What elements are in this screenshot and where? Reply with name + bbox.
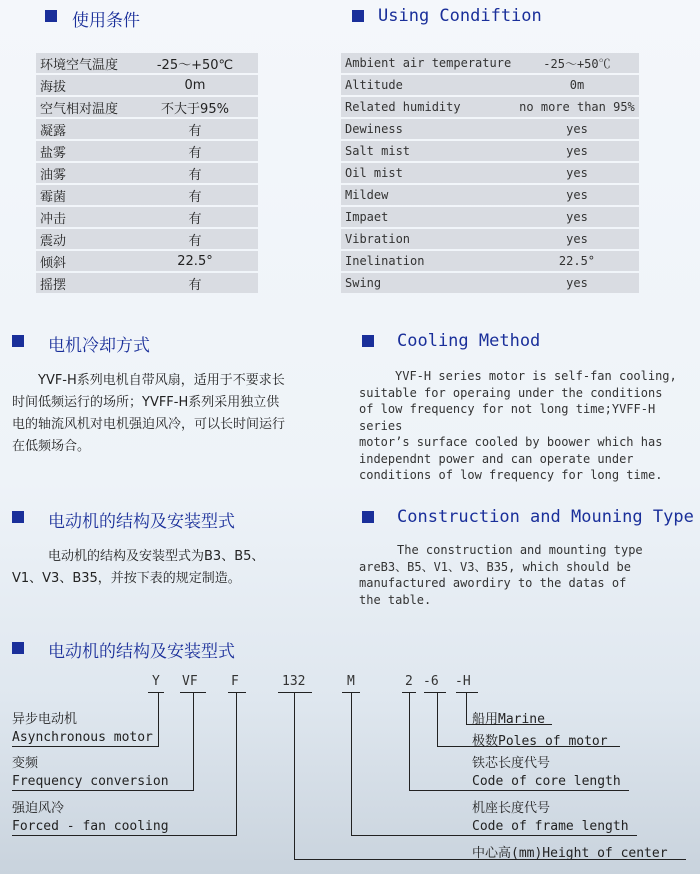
construction-title-cn: 电动机的结构及安装型式 — [48, 512, 235, 532]
label-forced-cn: 强迫风冷 — [12, 801, 65, 816]
conditions-table-en — [341, 51, 639, 295]
condition-en-name-cell: Related humidity — [341, 97, 515, 117]
condition-cn-row — [36, 273, 258, 293]
section-marker-icon — [45, 10, 57, 22]
cooling-line-en: suitable for operaing under the conditions — [359, 385, 663, 400]
condition-cn-value-cell: 有 — [132, 185, 258, 205]
section-marker-icon — [12, 335, 24, 347]
condition-cn-row — [36, 163, 258, 183]
condition-cn-name-cell: 震动 — [36, 229, 132, 249]
label-frame-length-cn: 机座长度代号 — [472, 801, 551, 816]
condition-cn-row — [36, 251, 258, 271]
condition-en-row — [341, 97, 639, 117]
code-underline — [278, 692, 312, 693]
condition-en-name-cell: Salt mist — [341, 141, 515, 161]
condition-en-value-cell: yes — [515, 141, 639, 161]
condition-cn-value-cell: 有 — [132, 207, 258, 227]
condition-en-name-cell: Dewiness — [341, 119, 515, 139]
code-underline — [424, 692, 446, 693]
condition-en-row — [341, 273, 639, 293]
cooling-line-en: of low frequency for not long time;YVFF-H series — [359, 402, 656, 433]
construction-line-cn: 电动机的结构及安装型式为B3、B5、 — [48, 549, 265, 564]
condition-cn-value-cell: 有 — [132, 163, 258, 183]
conditions-title-en: Using Condiftion — [378, 6, 542, 26]
section-marker-icon — [362, 511, 374, 523]
condition-cn-row — [36, 53, 258, 73]
condition-cn-name-cell: 油雾 — [36, 163, 132, 183]
condition-cn-value-cell: -25～+50℃ — [132, 53, 258, 73]
connector-line — [236, 692, 237, 835]
connector-line — [437, 692, 438, 746]
code-segment: -6 — [423, 674, 439, 689]
condition-en-value-cell: yes — [515, 273, 639, 293]
condition-cn-row — [36, 207, 258, 227]
section-marker-icon — [12, 511, 24, 523]
condition-cn-row — [36, 229, 258, 249]
condition-en-row — [341, 53, 639, 73]
code-segment: Y — [152, 674, 160, 689]
connector-line — [351, 835, 637, 836]
code-underline — [148, 692, 164, 693]
condition-cn-value-cell: 有 — [132, 229, 258, 249]
construction-title-en: Construction and Mouning Type — [397, 507, 694, 527]
connector-line — [409, 790, 629, 791]
condition-en-value-cell: no more than 95% — [515, 97, 639, 117]
code-segment: -H — [455, 674, 471, 689]
designation-title-cn: 电动机的结构及安装型式 — [48, 642, 235, 662]
connector-line — [12, 746, 159, 747]
construction-line-en: The construction and mounting type — [397, 543, 643, 557]
condition-en-name-cell: Vibration — [341, 229, 515, 249]
cooling-line-cn: YVF-H系列电机自带风扇，适用于不要求长 — [38, 373, 285, 388]
section-marker-icon — [352, 10, 364, 22]
condition-cn-name-cell: 摇摆 — [36, 273, 132, 293]
code-underline — [228, 692, 246, 693]
condition-cn-row — [36, 185, 258, 205]
condition-en-row — [341, 229, 639, 249]
condition-en-row — [341, 163, 639, 183]
code-underline — [456, 692, 478, 693]
condition-cn-name-cell: 海拔 — [36, 75, 132, 95]
cooling-line-cn: 电的轴流风机对电机强迫风冷，可以长时间运行 — [12, 417, 286, 432]
condition-cn-row — [36, 141, 258, 161]
cooling-line-cn: 时间低频运行的场所；YVFF-H系列采用独立供 — [12, 395, 280, 410]
code-segment: M — [347, 674, 355, 689]
cooling-text-cn — [12, 370, 332, 458]
connector-line — [466, 692, 467, 724]
condition-cn-name-cell: 倾斜 — [36, 251, 132, 271]
label-core-length-cn: 铁芯长度代号 — [472, 756, 551, 771]
label-marine: 船用Marine — [472, 712, 545, 727]
label-poles: 极数Poles of motor — [472, 734, 608, 749]
condition-en-name-cell: Oil mist — [341, 163, 515, 183]
condition-cn-row — [36, 119, 258, 139]
construction-line-en: manufactured awordiry to the datas of — [359, 576, 627, 590]
connector-line — [158, 692, 159, 746]
label-center-height: 中心高(mm)Height of center — [472, 846, 668, 861]
condition-cn-name-cell: 盐雾 — [36, 141, 132, 161]
condition-en-row — [341, 251, 639, 271]
condition-en-name-cell: Swing — [341, 273, 515, 293]
label-asynchronous-cn: 异步电动机 — [12, 712, 78, 727]
connector-line — [351, 692, 352, 835]
condition-en-row — [341, 207, 639, 227]
code-segment: F — [231, 674, 239, 689]
condition-en-row — [341, 141, 639, 161]
label-frequency-cn: 变频 — [12, 756, 39, 771]
construction-line-en: areB3、B5、V1、V3、B35, which should be — [359, 559, 631, 574]
conditions-table-cn — [36, 51, 258, 295]
condition-cn-value-cell: 不大于95% — [132, 97, 258, 117]
cooling-title-cn: 电机冷却方式 — [48, 336, 150, 356]
connector-line — [12, 790, 194, 791]
condition-en-name-cell: Ambient air temperature — [341, 53, 515, 73]
code-segment: 132 — [282, 674, 306, 689]
condition-en-value-cell: -25～+50℃ — [515, 53, 639, 73]
cooling-title-en: Cooling Method — [397, 331, 541, 351]
cooling-line-en: independnt power and can operate under — [359, 451, 634, 466]
cooling-line-en: motor’s surface cooled by boower which has — [359, 435, 663, 449]
condition-en-row — [341, 75, 639, 95]
condition-en-row — [341, 119, 639, 139]
condition-en-name-cell: Mildew — [341, 185, 515, 205]
code-segment: 2 — [405, 674, 413, 689]
cooling-line-cn: 在低频场合。 — [12, 439, 91, 454]
condition-en-value-cell: yes — [515, 229, 639, 249]
construction-line-cn: V1、V3、B35，并按下表的规定制造。 — [12, 571, 241, 586]
section-marker-icon — [12, 642, 24, 654]
conditions-title-cn: 使用条件 — [72, 11, 140, 31]
condition-en-value-cell: 22.5° — [515, 251, 639, 271]
connector-line — [409, 692, 410, 790]
condition-cn-value-cell: 有 — [132, 141, 258, 161]
condition-cn-name-cell: 冲击 — [36, 207, 132, 227]
code-segment: VF — [182, 674, 198, 689]
cooling-line-en: YVF-H series motor is self-fan cooling, — [395, 369, 677, 383]
condition-cn-value-cell: 0m — [132, 75, 258, 95]
construction-line-en: the table. — [359, 592, 432, 607]
condition-cn-row — [36, 75, 258, 95]
condition-en-name-cell: Altitude — [341, 75, 515, 95]
condition-en-value-cell: yes — [515, 207, 639, 227]
connector-line — [193, 692, 194, 790]
label-core-length-en: Code of core length — [472, 774, 621, 789]
condition-en-name-cell: Impaet — [341, 207, 515, 227]
condition-en-row — [341, 185, 639, 205]
condition-en-value-cell: yes — [515, 185, 639, 205]
condition-en-value-cell: 0m — [515, 75, 639, 95]
connector-line — [12, 835, 237, 836]
label-forced-en: Forced - fan cooling — [12, 819, 169, 834]
section-marker-icon — [362, 335, 374, 347]
condition-en-name-cell: Inelination — [341, 251, 515, 271]
condition-cn-name-cell: 凝露 — [36, 119, 132, 139]
label-asynchronous-en: Asynchronous motor — [12, 730, 153, 745]
condition-en-value-cell: yes — [515, 119, 639, 139]
condition-cn-name-cell: 霉菌 — [36, 185, 132, 205]
condition-cn-value-cell: 22.5° — [132, 251, 258, 271]
label-frequency-en: Frequency conversion — [12, 774, 169, 789]
condition-cn-row — [36, 97, 258, 117]
label-frame-length-en: Code of frame length — [472, 819, 629, 834]
condition-cn-name-cell: 空气相对温度 — [36, 97, 132, 117]
condition-cn-name-cell: 环境空气温度 — [36, 53, 132, 73]
cooling-text-en — [359, 368, 684, 484]
condition-en-value-cell: yes — [515, 163, 639, 183]
cooling-line-en: conditions of low frequency for long time. — [359, 468, 663, 482]
construction-text-en — [359, 542, 684, 608]
construction-text-cn — [12, 546, 332, 590]
connector-line — [294, 692, 295, 859]
condition-cn-value-cell: 有 — [132, 273, 258, 293]
condition-cn-value-cell: 有 — [132, 119, 258, 139]
